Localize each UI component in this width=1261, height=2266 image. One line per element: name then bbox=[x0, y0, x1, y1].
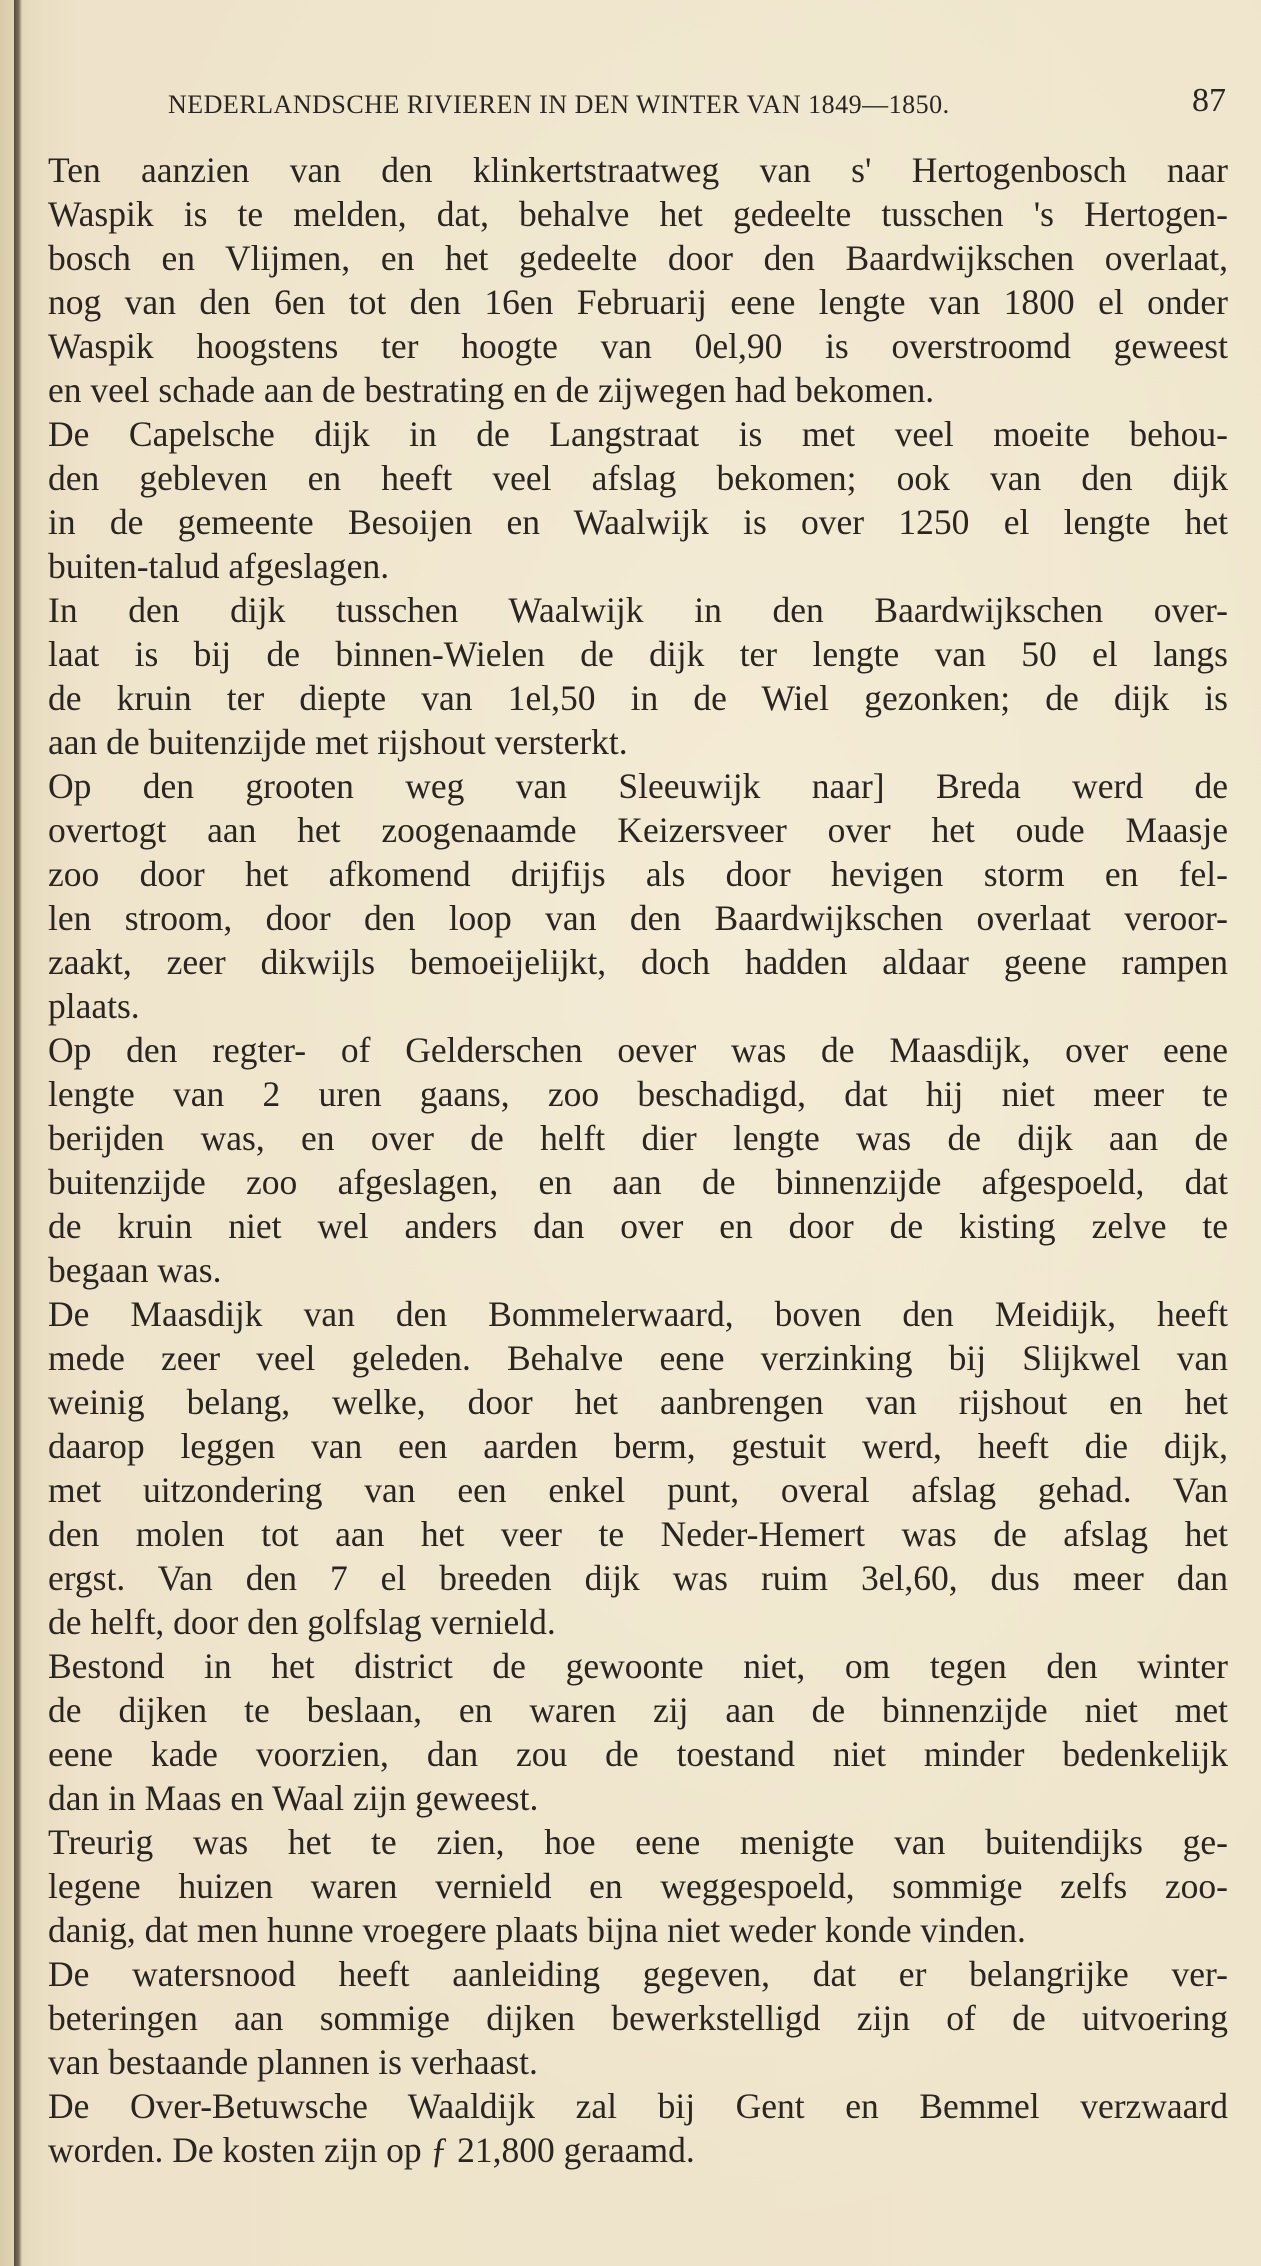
text-line: laat is bij de binnen-Wielen de dijk ter lengte van 50 el langs bbox=[48, 634, 1228, 674]
text-line: van bestaande plannen is verhaast. bbox=[48, 2042, 538, 2082]
text-line: in de gemeente Besoijen en Waalwijk is over 1250 el lengte het bbox=[48, 502, 1228, 542]
text-line: de kruin ter diepte van 1el,50 in de Wiel gezonken; de dijk is bbox=[48, 678, 1228, 718]
text-line: lengte van 2 uren gaans, zoo beschadigd, dat hij niet meer te bbox=[48, 1074, 1228, 1114]
paragraph bbox=[48, 412, 1228, 588]
paragraph bbox=[48, 1820, 1228, 1952]
text-line: den molen tot aan het veer te Neder-Hemert was de afslag het bbox=[48, 1514, 1228, 1554]
text-line: de helft, door den golfslag vernield. bbox=[48, 1602, 556, 1642]
text-line: en veel schade aan de bestrating en de zijwegen had bekomen. bbox=[48, 370, 935, 410]
text-line: legene huizen waren vernield en weggespoeld, sommige zelfs zoo- bbox=[48, 1866, 1228, 1906]
text-line: In den dijk tusschen Waalwijk in den Baardwijkschen over- bbox=[48, 590, 1228, 630]
text-line: Waspik hoogstens ter hoogte van 0el,90 is overstroomd geweest bbox=[48, 326, 1228, 366]
text-line: weinig belang, welke, door het aanbrengen van rijshout en het bbox=[48, 1382, 1228, 1422]
running-head bbox=[168, 82, 1226, 132]
text-line: nog van den 6en tot den 16en Februarij eene lengte van 1800 el onder bbox=[48, 282, 1228, 322]
text-line: Op den regter- of Gelderschen oever was de Maasdijk, over eene bbox=[48, 1030, 1228, 1070]
text-line: De Maasdijk van den Bommelerwaard, boven den Meidijk, heeft bbox=[48, 1294, 1228, 1334]
paragraph bbox=[48, 1028, 1228, 1292]
paragraph bbox=[48, 148, 1228, 412]
paragraph bbox=[48, 2084, 1228, 2172]
text-line: len stroom, door den loop van den Baardwijkschen overlaat veroor- bbox=[48, 898, 1228, 938]
page-gutter-shadow bbox=[14, 0, 22, 2266]
paragraph bbox=[48, 1644, 1228, 1820]
text-line: met uitzondering van een enkel punt, overal afslag gehad. Van bbox=[48, 1470, 1228, 1510]
text-line: eene kade voorzien, dan zou de toestand niet minder bedenkelijk bbox=[48, 1734, 1228, 1774]
text-line: Treurig was het te zien, hoe eene menigte van buitendijks ge- bbox=[48, 1822, 1228, 1862]
text-line: beteringen aan sommige dijken bewerkstelligd zijn of de uitvoering bbox=[48, 1998, 1228, 2038]
text-line: den gebleven en heeft veel afslag bekomen; ook van den dijk bbox=[48, 458, 1228, 498]
text-line: dan in Maas en Waal zijn geweest. bbox=[48, 1778, 539, 1818]
text-line: Op den grooten weg van Sleeuwijk naar] Breda werd de bbox=[48, 766, 1228, 806]
text-line: overtogt aan het zoogenaamde Keizersveer over het oude Maasje bbox=[48, 810, 1228, 850]
text-line: plaats. bbox=[48, 986, 140, 1026]
paragraph bbox=[48, 588, 1228, 764]
text-line: De Capelsche dijk in de Langstraat is met veel moeite behou- bbox=[48, 414, 1228, 454]
text-line: berijden was, en over de helft dier lengte was de dijk aan de bbox=[48, 1118, 1228, 1158]
text-line: ergst. Van den 7 el breeden dijk was ruim 3el,60, dus meer dan bbox=[48, 1558, 1228, 1598]
text-line: danig, dat men hunne vroegere plaats bijna niet weder konde vinden. bbox=[48, 1910, 1026, 1950]
text-line: de dijken te beslaan, en waren zij aan de binnenzijde niet met bbox=[48, 1690, 1228, 1730]
text-line: daarop leggen van een aarden berm, gestuit werd, heeft die dijk, bbox=[48, 1426, 1228, 1466]
text-line: zoo door het afkomend drijfijs als door hevigen storm en fel- bbox=[48, 854, 1228, 894]
text-line: begaan was. bbox=[48, 1250, 222, 1290]
text-line: worden. De kosten zijn op ƒ 21,800 geraamd. bbox=[48, 2130, 695, 2170]
text-line: aan de buitenzijde met rijshout versterkt. bbox=[48, 722, 628, 762]
text-line: De watersnood heeft aanleiding gegeven, dat er belangrijke ver- bbox=[48, 1954, 1228, 1994]
running-title: NEDERLANDSCHE RIVIEREN IN DEN WINTER VAN 1849—1850. bbox=[168, 90, 950, 119]
page-number: 87 bbox=[1192, 82, 1226, 119]
text-line: mede zeer veel geleden. Behalve eene verzinking bij Slijkwel van bbox=[48, 1338, 1228, 1378]
text-line: buiten-talud afgeslagen. bbox=[48, 546, 390, 586]
paragraph bbox=[48, 1952, 1228, 2084]
text-line: buitenzijde zoo afgeslagen, en aan de binnenzijde afgespoeld, dat bbox=[48, 1162, 1228, 1202]
text-line: zaakt, zeer dikwijls bemoeijelijkt, doch hadden aldaar geene rampen bbox=[48, 942, 1228, 982]
text-line: Waspik is te melden, dat, behalve het gedeelte tusschen 's Hertogen- bbox=[48, 194, 1228, 234]
text-line: bosch en Vlijmen, en het gedeelte door den Baardwijkschen overlaat, bbox=[48, 238, 1228, 278]
text-line: de kruin niet wel anders dan over en door de kisting zelve te bbox=[48, 1206, 1228, 1246]
text-line: Bestond in het district de gewoonte niet, om tegen den winter bbox=[48, 1646, 1228, 1686]
paragraph bbox=[48, 1292, 1228, 1644]
text-line: De Over-Betuwsche Waaldijk zal bij Gent en Bemmel verzwaard bbox=[48, 2086, 1228, 2126]
paragraph bbox=[48, 764, 1228, 1028]
text-line: Ten aanzien van den klinkertstraatweg van s' Hertogenbosch naar bbox=[48, 150, 1228, 190]
body-text bbox=[48, 148, 1228, 2172]
